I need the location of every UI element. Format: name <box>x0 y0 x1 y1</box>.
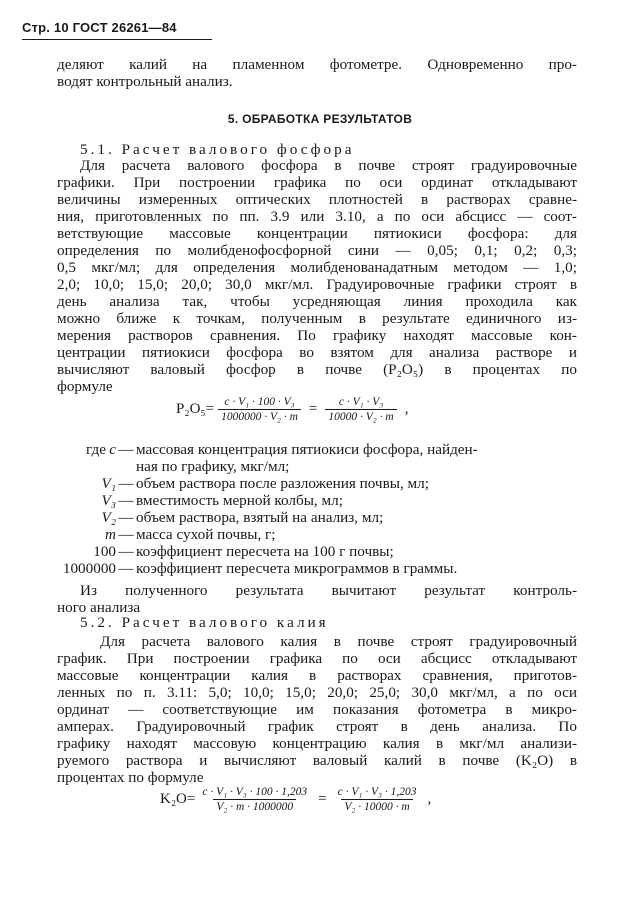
fraction <box>218 396 301 423</box>
formula-p2o5 <box>176 396 412 423</box>
intro-line: деляют калий на пламенном фотометре. Одновременно про- <box>57 56 577 73</box>
where-label: где <box>86 441 106 458</box>
intro-line: водят контрольный анализ. <box>57 73 233 90</box>
definition-row: m — масса сухой почвы, г; <box>4 526 478 543</box>
paragraph-line: определения по молибденофосфорной сини — 0,05; 0,1; 0,2; 0,3; <box>57 242 577 259</box>
header-rule <box>22 39 212 40</box>
paragraph-line: 2,0; 10,0; 15,0; 20,0; 30,0 мкг/мл. Градуировочные графики строят в <box>57 276 577 293</box>
denominator: 10000 · V₂ · m <box>325 409 396 423</box>
definition-text: масса сухой почвы, г; <box>136 526 276 543</box>
equals-sign: = <box>308 401 318 417</box>
definitions-list <box>4 441 478 577</box>
formula-comma: , <box>404 401 409 417</box>
definition-row: V₂ — объем раствора, взятый на анализ, мл; <box>4 509 478 526</box>
definition-symbol: V₁ <box>101 475 116 492</box>
definition-text: коэффициент пересчета на 100 г почвы; <box>136 543 394 560</box>
formula-k2o <box>160 786 435 813</box>
subsection-title-5-2: 5.2. Расчет валового калия <box>80 614 329 631</box>
paragraph-line: ния, приготовленных по пп. 3.9 или 3.10, а по оси абсцисс — соот- <box>57 208 577 225</box>
definition-symbol: V₂ <box>101 509 116 526</box>
paragraph-line: Из полученного результата вычитают результат контроль- <box>80 582 577 599</box>
paragraph-line: центрации пятиокиси фосфора во взятом для анализа растворе и <box>57 344 577 361</box>
definition-row: 100 — коэффициент пересчета на 100 г почвы; <box>4 543 478 560</box>
paragraph-line: график. При построении графика по оси абсцисс откладывают <box>57 650 577 667</box>
fraction <box>199 786 310 813</box>
definition-text: коэффициент пересчета микрограммов в граммы. <box>136 560 458 577</box>
definition-symbol: m <box>105 526 116 543</box>
paragraph-line: Для расчета валового фосфора в почве строят градуировочные <box>80 157 577 174</box>
definition-text: объем раствора после разложения почвы, мл; <box>136 475 429 492</box>
paragraph-line: Для расчета валового калия в почве строят градуировочный <box>100 633 577 650</box>
paragraph-line: мерения растворов сравнения. По графику находят массовые кон- <box>57 327 577 344</box>
definition-text: вместимость мерной колбы, мл; <box>136 492 343 509</box>
numerator: c · V₁ · V₃ <box>338 396 384 408</box>
numerator: c · V₁ · V₃ · 100 · 1,203 <box>202 786 308 798</box>
paragraph-line: величины измеренных оптических плотностей в растворах сравне- <box>57 191 577 208</box>
definition-text: объем раствора, взятый на анализ, мл; <box>136 509 384 526</box>
paragraph-line: процентах по формуле <box>57 769 204 786</box>
paragraph-line: амперах. Градуировочный график строят в день анализа. По <box>57 718 577 735</box>
numerator: c · V₁ · 100 · V₃ <box>224 396 295 408</box>
fraction <box>335 786 420 813</box>
paragraph-line: ветствующие массовые концентрации пятиокиси фосфора: для <box>57 225 577 242</box>
paragraph-line: день анализа так, чтобы усредняющая линия проходила как <box>57 293 577 310</box>
definition-row: V₃ — вместимость мерной колбы, мл; <box>4 492 478 509</box>
paragraph-line: 0,5 мкг/мл; для определения молибденованадатным методом — 1,0; <box>57 259 577 276</box>
denominator: 1000000 · V₂ · m <box>218 409 301 423</box>
paragraph-line: вычисляют валовый фосфор в почве (P₂O₅) в процентах по <box>57 361 577 378</box>
section-title: 5. ОБРАБОТКА РЕЗУЛЬТАТОВ <box>227 112 413 126</box>
denominator: V₂ · 10000 · m <box>341 799 412 813</box>
definition-continuation: ная по графику, мкг/мл; <box>136 458 290 475</box>
formula-lhs: K₂O= <box>160 791 196 807</box>
equals-sign: = <box>318 791 327 807</box>
paragraph-line: можно ближе к точкам, полученным в результате единичного из- <box>57 310 577 327</box>
definition-row: 1000000 — коэффициент пересчета микрограммов в граммы. <box>4 560 478 577</box>
page-header: Стр. 10 ГОСТ 26261—84 <box>22 20 177 35</box>
paragraph-line: ного анализа <box>57 599 141 616</box>
definition-row: c — массовая концентрация пятиокиси фосфора, найден- <box>4 441 478 458</box>
definition-symbol: V₃ <box>101 492 116 509</box>
numerator: c · V₁ · V₃ · 1,203 <box>337 786 417 798</box>
paragraph-line: ленных по п. 3.11: 5,0; 10,0; 15,0; 20,0; 25,0; 30,0 мкг/мл, а по оси <box>57 684 577 701</box>
paragraph-line: массовые концентрации калия в растворах сравнения, приготов- <box>57 667 577 684</box>
definition-symbol: c <box>109 441 116 458</box>
definition-text: массовая концентрация пятиокиси фосфора, найден- <box>136 441 478 458</box>
definition-symbol: 1000000 <box>62 560 116 577</box>
definition-symbol: 100 <box>93 543 116 560</box>
definition-row: V₁ — объем раствора после разложения почвы, мл; <box>4 475 478 492</box>
fraction <box>325 396 396 423</box>
denominator: V₂ · m · 1000000 <box>213 799 296 813</box>
paragraph-line: формуле <box>57 378 113 395</box>
paragraph-line: графику находят массовую концентрацию калия в мкг/мл анализи- <box>57 735 577 752</box>
subsection-title-5-1: 5.1. Расчет валового фосфора <box>80 141 355 158</box>
paragraph-line: ординат — соответствующие им показания фотометра в микро- <box>57 701 577 718</box>
paragraph-line: руемого раствора и вычисляют валовый калий в почве (K₂O) в <box>57 752 577 769</box>
formula-lhs: P₂O₅= <box>176 401 215 417</box>
paragraph-line: графики. При построении графика по оси ординат откладывают <box>57 174 577 191</box>
formula-comma: , <box>427 791 432 807</box>
